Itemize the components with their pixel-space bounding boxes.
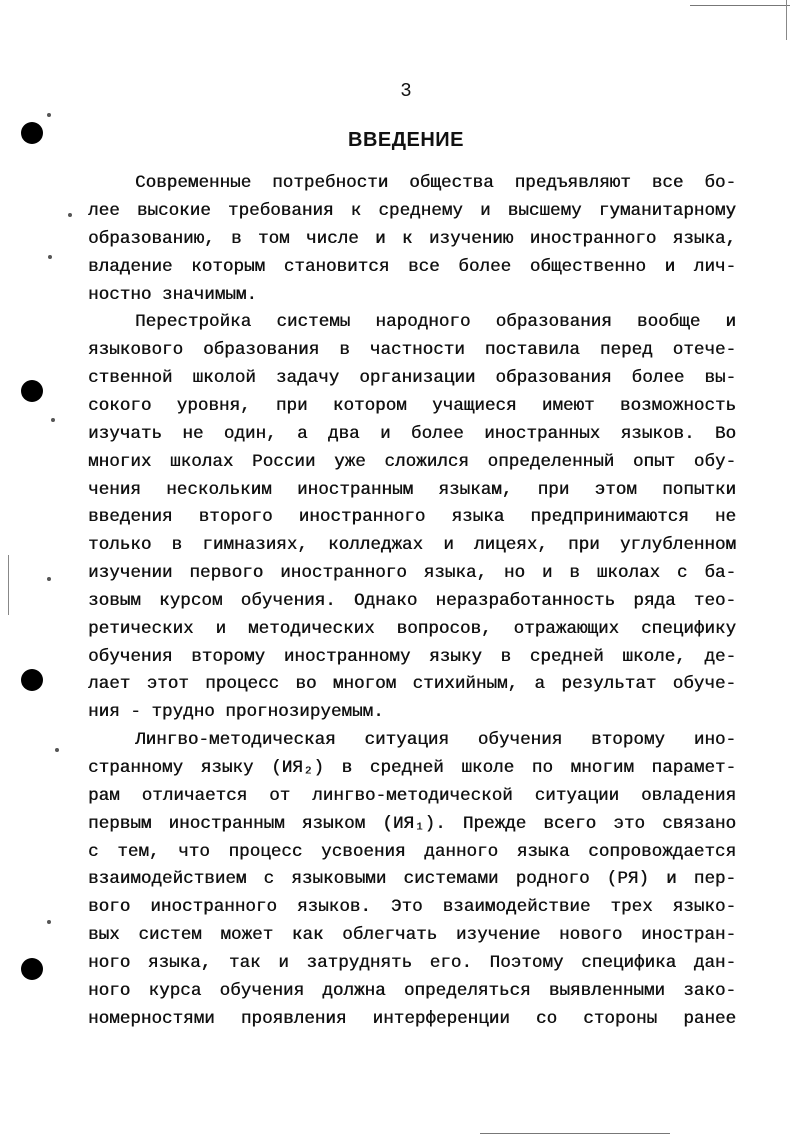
- text-line: лает этот процесс во многом стихийным, а результат обуче-: [88, 674, 736, 694]
- text-line: языкового образования в частности поставила перед отече-: [88, 340, 736, 360]
- right-edge-mark: [786, 0, 787, 40]
- text-line: ния - трудно прогнозируемым.: [88, 702, 384, 722]
- text-line: Современные потребности общества предъявляют все бо-: [135, 173, 736, 193]
- binder-hole-3: [21, 669, 43, 691]
- text-line: первым иностранным языком (ИЯ₁). Прежде всего это связано: [88, 814, 736, 834]
- text-line: многих школах России уже сложился определенный опыт обу-: [88, 452, 736, 472]
- text-line: ного курса обучения должна определяться выявленными зако-: [88, 981, 736, 1001]
- scan-speck: [68, 213, 72, 217]
- scan-speck: [55, 748, 59, 752]
- binder-hole-4: [21, 958, 43, 980]
- text-line: номерностями проявления интерференции со стороны ранее: [88, 1009, 736, 1029]
- text-line: ственной школой задачу организации образования более вы-: [88, 368, 736, 388]
- text-line: обучения второму иностранному языку в средней школе, де-: [88, 647, 736, 667]
- text-line: владение которым становится все более общественно и лич-: [88, 257, 736, 277]
- text-line: ностно значимым.: [88, 285, 257, 305]
- scan-speck: [51, 418, 55, 422]
- page-title: ВВЕДЕНИЕ: [348, 129, 464, 151]
- text-line: только в гимназиях, колледжах и лицеях, при углубленном: [88, 535, 736, 555]
- text-line: вого иностранного языков. Это взаимодействие трех языко-: [88, 897, 736, 917]
- text-line: лее высокие требования к среднему и высшему гуманитарному: [88, 201, 736, 221]
- text-line: странному языку (ИЯ₂) в средней школе по многим парамет-: [88, 758, 736, 778]
- text-line: изучать не один, а два и более иностранных языков. Во: [88, 424, 736, 444]
- text-line: чения нескольким иностранным языкам, при этом попытки: [88, 480, 736, 500]
- text-line: рам отличается от лингво-методической ситуации овладения: [88, 786, 736, 806]
- binder-hole-2: [21, 380, 43, 402]
- text-line: Перестройка системы народного образования вообще и: [135, 312, 736, 332]
- scan-speck: [47, 577, 51, 581]
- bottom-edge-mark: [480, 1133, 670, 1134]
- text-line: с тем, что процесс усвоения данного языка сопровождается: [88, 842, 736, 862]
- text-line: изучении первого иностранного языка, но и в школах с ба-: [88, 563, 736, 583]
- top-edge-mark: [690, 5, 790, 6]
- text-line: введения второго иностранного языка предпринимаются не: [88, 507, 736, 527]
- text-line: взаимодействием с языковыми системами родного (РЯ) и пер-: [88, 869, 736, 889]
- text-line: сокого уровня, при котором учащиеся имеют возможность: [88, 396, 736, 416]
- text-line: ретических и методических вопросов, отражающих специфику: [88, 619, 736, 639]
- text-line: зовым курсом обучения. Однако неразработанность ряда тео-: [88, 591, 736, 611]
- text-line: вых систем может как облегчать изучение нового иностран-: [88, 925, 736, 945]
- text-line: ного языка, так и затруднять его. Поэтому специфика дан-: [88, 953, 736, 973]
- scan-speck: [47, 920, 51, 924]
- scan-speck: [47, 113, 51, 117]
- left-edge-mark: [8, 555, 9, 615]
- text-line: Лингво-методическая ситуация обучения второму ино-: [135, 730, 736, 750]
- text-line: образованию, в том числе и к изучению иностранного языка,: [88, 229, 736, 249]
- scan-speck: [48, 255, 52, 259]
- page-number: 3: [400, 80, 412, 102]
